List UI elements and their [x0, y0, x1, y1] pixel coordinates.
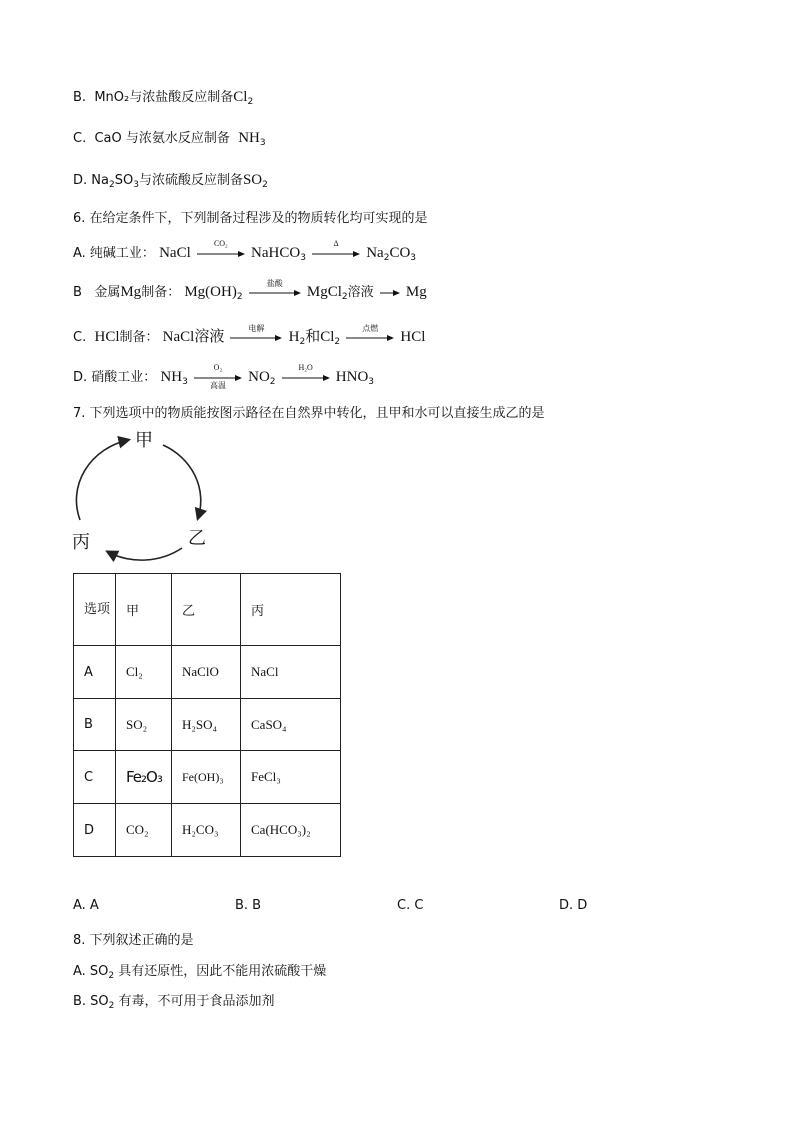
- q6-option-a: A. 纯碱工业： NaCl CO₂ NaHCO$_3$ Δ $Na_2CO_3$: [73, 238, 417, 263]
- arrow-yi-to-bing: [108, 548, 182, 560]
- q7-choice-d[interactable]: D. D: [559, 898, 588, 913]
- reaction-arrow: 点燃: [346, 335, 394, 341]
- q7-options-table: [73, 573, 341, 857]
- q6-stem: 6. 在给定条件下，下列制备过程涉及的物质转化均可实现的是: [73, 211, 428, 226]
- arrow-jia-to-yi: [163, 445, 201, 518]
- reaction-arrow: [380, 290, 400, 296]
- transformation-cycle-diagram: [60, 420, 230, 570]
- q6-option-b: B 金属Mg制备： $Mg(OH)_2$ 盐酸 MgCl$_2$溶液 Mg: [73, 278, 427, 302]
- table-row: B SO₂ H₂SO₄ CaSO₄: [74, 699, 341, 751]
- q5-option-d: D. $Na_2SO_3$与浓硫酸反应制备$SO_2$: [73, 172, 268, 190]
- reaction-arrow: H₂O: [282, 375, 330, 381]
- q8-stem: 8. 下列叙述正确的是: [73, 933, 194, 948]
- table-header-cell: 乙: [172, 574, 241, 646]
- node-jia: 甲: [135, 430, 153, 451]
- q7-choice-b[interactable]: B. B: [235, 898, 262, 913]
- reaction-arrow: 盐酸: [249, 290, 301, 296]
- table-header-row: [74, 574, 341, 646]
- reaction-arrow: CO₂: [197, 251, 245, 257]
- q8-option-b: B. $SO_2$ 有毒，不可用于食品添加剂: [73, 994, 275, 1011]
- node-bing: 丙: [72, 532, 90, 553]
- reaction-arrow: O₂ 高温: [194, 375, 242, 381]
- arrow-bing-to-jia: [76, 440, 128, 520]
- table-header-cell: 选项: [74, 574, 116, 646]
- table-row: A Cl₂ NaClO NaCl: [74, 646, 341, 699]
- q5-option-b: B. MnO₂与浓盐酸反应制备$Cl_2$: [73, 89, 254, 107]
- reaction-arrow: 电解: [230, 335, 282, 341]
- table-row: D CO₂ H₂CO₃ Ca(HCO₃)₂: [74, 804, 341, 857]
- reaction-arrow: Δ: [312, 251, 360, 257]
- q6-option-c: C. HCl制备： NaCl溶液 电解 $H_2$和$Cl_2$ 点燃 HCl: [73, 323, 426, 347]
- table-header-cell: 甲: [116, 574, 172, 646]
- q5-option-c: C. CaO 与浓氨水反应制备 $NH_3$: [73, 130, 266, 148]
- q6-option-d: D. 硝酸工业： $NH_3$ O₂ 高温 $NO_2$ H₂O $HNO_3$: [73, 362, 375, 390]
- q7-stem: 7. 下列选项中的物质能按图示路径在自然界中转化，且甲和水可以直接生成乙的是: [73, 406, 545, 421]
- node-yi: 乙: [188, 528, 206, 549]
- q7-choice-a[interactable]: A. A: [73, 898, 99, 913]
- q7-choice-c[interactable]: C. C: [397, 898, 424, 913]
- table-header-cell: 丙: [241, 574, 341, 646]
- q8-option-a: A. $SO_2$ 具有还原性，因此不能用浓硫酸干燥: [73, 964, 327, 981]
- table-row: C Fe₂O₃ Fe(OH)₃ FeCl₃: [74, 751, 341, 804]
